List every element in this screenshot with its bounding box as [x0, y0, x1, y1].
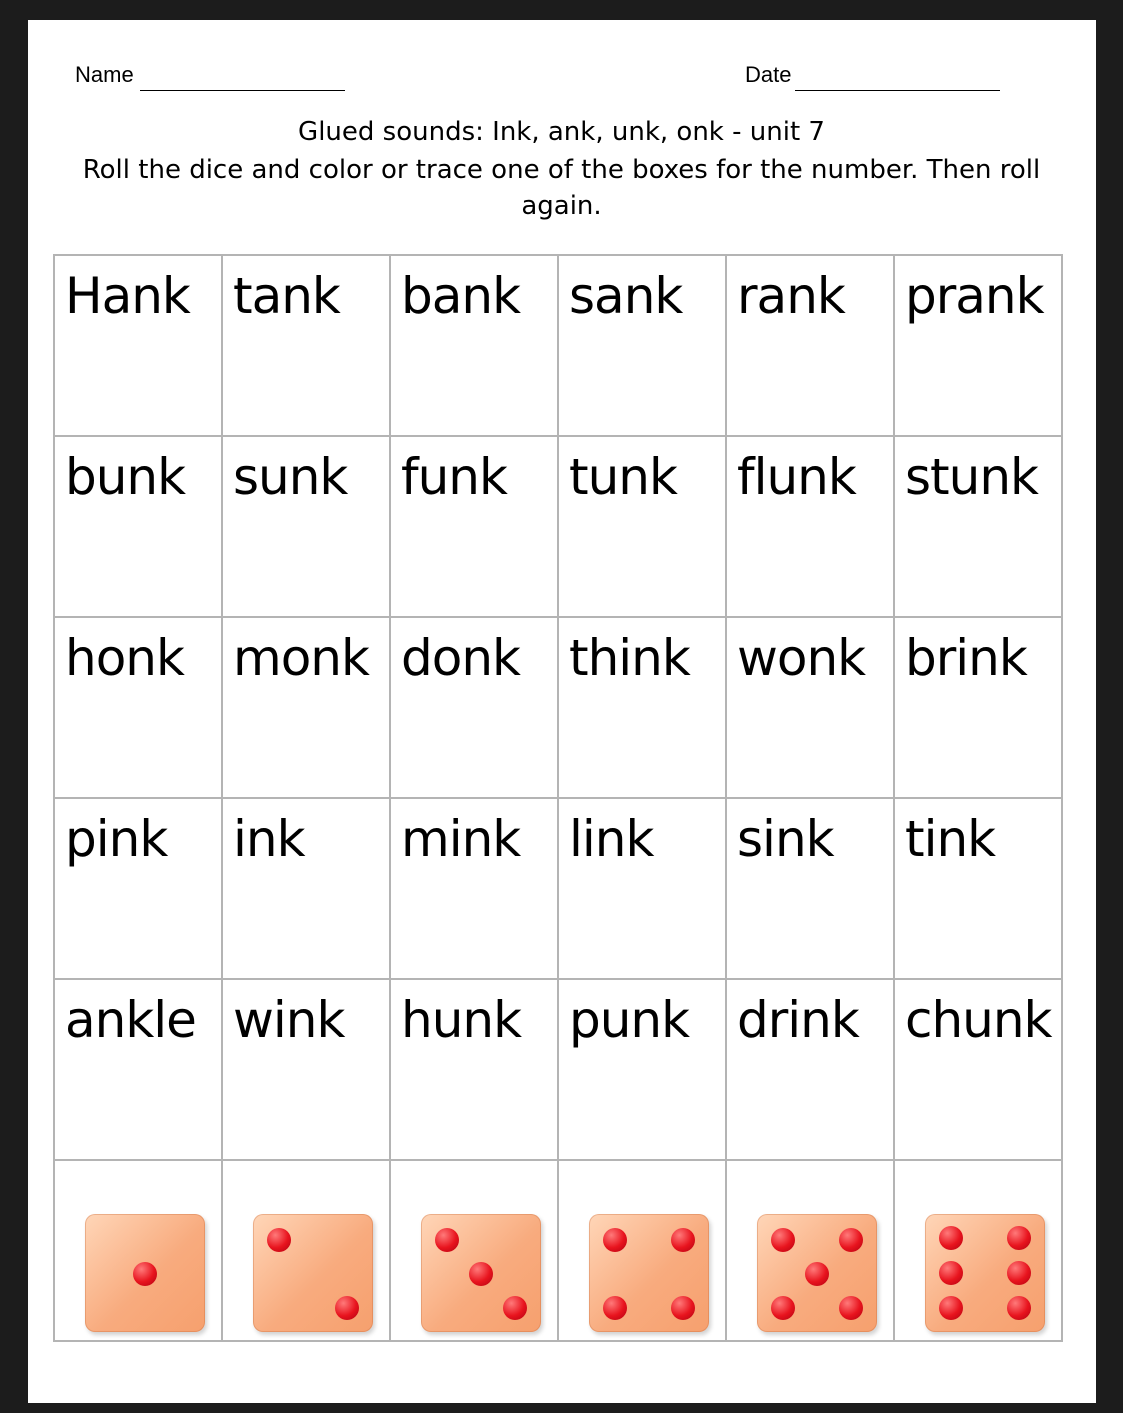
- die-pip: [671, 1228, 695, 1252]
- word-row: [54, 617, 1062, 798]
- word-row: [54, 798, 1062, 979]
- word-box[interactable]: [390, 255, 558, 436]
- word-text: brink: [905, 629, 1027, 687]
- word-text: pink: [65, 810, 168, 868]
- word-text: wink: [233, 991, 345, 1049]
- word-box[interactable]: [54, 798, 222, 979]
- word-box[interactable]: [894, 798, 1062, 979]
- word-box[interactable]: [894, 255, 1062, 436]
- word-text: punk: [569, 991, 690, 1049]
- dice-row: [54, 1160, 1062, 1341]
- word-text: Hank: [65, 267, 190, 325]
- word-row: [54, 979, 1062, 1160]
- word-row: [54, 436, 1062, 617]
- word-text: funk: [401, 448, 507, 506]
- word-box[interactable]: [222, 979, 390, 1160]
- die-pip: [839, 1296, 863, 1320]
- word-text: drink: [737, 991, 859, 1049]
- word-text: sink: [737, 810, 834, 868]
- word-box[interactable]: [54, 255, 222, 436]
- die-pip: [771, 1228, 795, 1252]
- word-text: rank: [737, 267, 845, 325]
- die-5-icon: [757, 1214, 877, 1332]
- worksheet-title: Glued sounds: Ink, ank, unk, onk - unit 7: [298, 117, 825, 147]
- die-pip: [939, 1261, 963, 1285]
- word-text: ink: [233, 810, 305, 868]
- die-pip: [939, 1296, 963, 1320]
- word-box[interactable]: [726, 979, 894, 1160]
- word-box[interactable]: [390, 979, 558, 1160]
- word-box[interactable]: [894, 436, 1062, 617]
- die-pip: [671, 1296, 695, 1320]
- die-4-icon: [589, 1214, 709, 1332]
- die-1-icon: [85, 1214, 205, 1332]
- word-text: stunk: [905, 448, 1038, 506]
- die-pip: [267, 1228, 291, 1252]
- die-pip: [1007, 1296, 1031, 1320]
- word-text: flunk: [737, 448, 856, 506]
- die-pip: [1007, 1261, 1031, 1285]
- word-box[interactable]: [54, 436, 222, 617]
- word-box[interactable]: [222, 436, 390, 617]
- word-box[interactable]: [558, 436, 726, 617]
- word-text: sank: [569, 267, 683, 325]
- die-pip: [771, 1296, 795, 1320]
- word-box[interactable]: [222, 798, 390, 979]
- word-box[interactable]: [54, 979, 222, 1160]
- die-pip: [503, 1296, 527, 1320]
- word-text: honk: [65, 629, 184, 687]
- die-pip: [133, 1262, 157, 1286]
- word-box[interactable]: [726, 798, 894, 979]
- word-text: donk: [401, 629, 520, 687]
- word-text: sunk: [233, 448, 348, 506]
- word-text: tunk: [569, 448, 677, 506]
- word-box[interactable]: [558, 979, 726, 1160]
- word-text: bunk: [65, 448, 186, 506]
- word-row: [54, 255, 1062, 436]
- word-text: link: [569, 810, 654, 868]
- instructions: Roll the dice and color or trace one of the boxes for the number. Then roll again.: [82, 155, 1041, 221]
- word-text: mink: [401, 810, 521, 868]
- word-text: ankle: [65, 991, 196, 1049]
- die-pip: [435, 1228, 459, 1252]
- dice-box: [726, 1160, 894, 1341]
- dice-box: [894, 1160, 1062, 1341]
- word-box[interactable]: [222, 255, 390, 436]
- word-text: chunk: [905, 991, 1052, 1049]
- word-box[interactable]: [54, 617, 222, 798]
- word-text: tank: [233, 267, 340, 325]
- word-box[interactable]: [558, 255, 726, 436]
- dice-box: [54, 1160, 222, 1341]
- die-pip: [469, 1262, 493, 1286]
- word-box[interactable]: [390, 436, 558, 617]
- word-text: hunk: [401, 991, 522, 1049]
- word-box[interactable]: [558, 617, 726, 798]
- die-pip: [335, 1296, 359, 1320]
- word-box[interactable]: [390, 798, 558, 979]
- word-box[interactable]: [558, 798, 726, 979]
- word-box[interactable]: [222, 617, 390, 798]
- word-grid: [53, 254, 1063, 1342]
- word-text: prank: [905, 267, 1044, 325]
- dice-box: [390, 1160, 558, 1341]
- name-label: Name: [75, 62, 134, 87]
- word-text: bank: [401, 267, 521, 325]
- die-3-icon: [421, 1214, 541, 1332]
- die-6-icon: [925, 1214, 1045, 1332]
- word-box[interactable]: [894, 617, 1062, 798]
- word-text: think: [569, 629, 690, 687]
- date-label: Date: [745, 62, 792, 87]
- die-pip: [805, 1262, 829, 1286]
- word-box[interactable]: [726, 255, 894, 436]
- dice-box: [222, 1160, 390, 1341]
- die-pip: [603, 1228, 627, 1252]
- dice-box: [558, 1160, 726, 1341]
- word-box[interactable]: [726, 436, 894, 617]
- die-pip: [603, 1296, 627, 1320]
- date-field[interactable]: [795, 90, 1000, 91]
- word-text: monk: [233, 629, 369, 687]
- die-2-icon: [253, 1214, 373, 1332]
- name-field[interactable]: [140, 90, 345, 91]
- word-text: tink: [905, 810, 996, 868]
- die-pip: [939, 1226, 963, 1250]
- die-pip: [1007, 1226, 1031, 1250]
- word-box[interactable]: [726, 617, 894, 798]
- die-pip: [839, 1228, 863, 1252]
- word-box[interactable]: [894, 979, 1062, 1160]
- word-text: wonk: [737, 629, 866, 687]
- word-box[interactable]: [390, 617, 558, 798]
